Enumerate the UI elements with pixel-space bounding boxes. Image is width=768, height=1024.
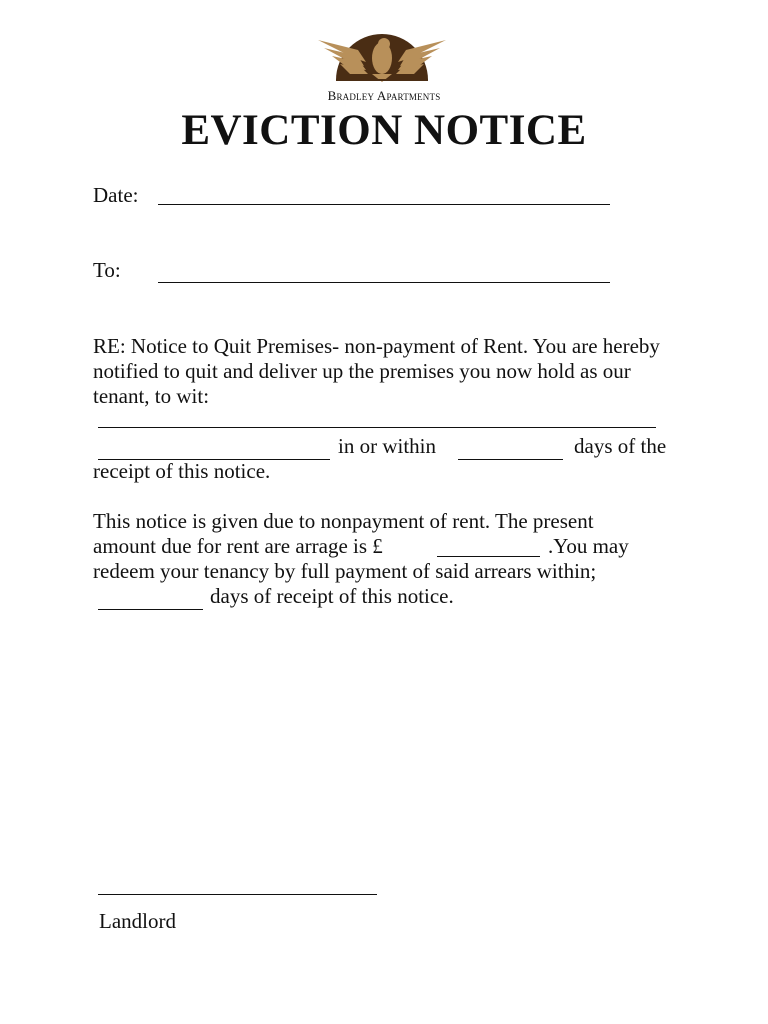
notice-line-1: This notice is given due to nonpayment of rent. The present <box>93 509 594 533</box>
premises-field-line[interactable] <box>98 427 656 428</box>
re-paragraph: RE: Notice to Quit Premises- non-payment of Rent. You are hereby notified to quit and deliver up the premises you now hold as our tenant, to wit: <box>93 334 660 408</box>
company-name: Bradley Apartments <box>327 88 441 103</box>
date-label: Date: <box>93 183 139 207</box>
notice-line-2a: amount due for rent are arrage is £ <box>93 534 383 558</box>
receipt-text: receipt of this notice. <box>93 459 271 483</box>
notice-line-2b: .You may <box>548 534 629 558</box>
redeem-days-field-line[interactable] <box>98 609 203 610</box>
date-field-line[interactable] <box>158 204 610 205</box>
quit-days-field-line[interactable] <box>458 459 563 460</box>
document-title: EVICTION NOTICE <box>181 107 587 154</box>
to-label: To: <box>93 258 121 282</box>
landlord-label: Landlord <box>99 909 176 933</box>
notice-line-3: redeem your tenancy by full payment of said arrears within; <box>93 559 597 583</box>
days-of-the-text: days of the <box>574 434 667 458</box>
notice-line-4: days of receipt of this notice. <box>210 584 454 608</box>
in-or-within-text: in or within <box>338 434 436 458</box>
to-field-line[interactable] <box>158 282 610 283</box>
arrears-amount-field-line[interactable] <box>437 556 540 557</box>
eagle-logo <box>314 28 450 84</box>
landlord-signature-line[interactable] <box>98 894 377 895</box>
